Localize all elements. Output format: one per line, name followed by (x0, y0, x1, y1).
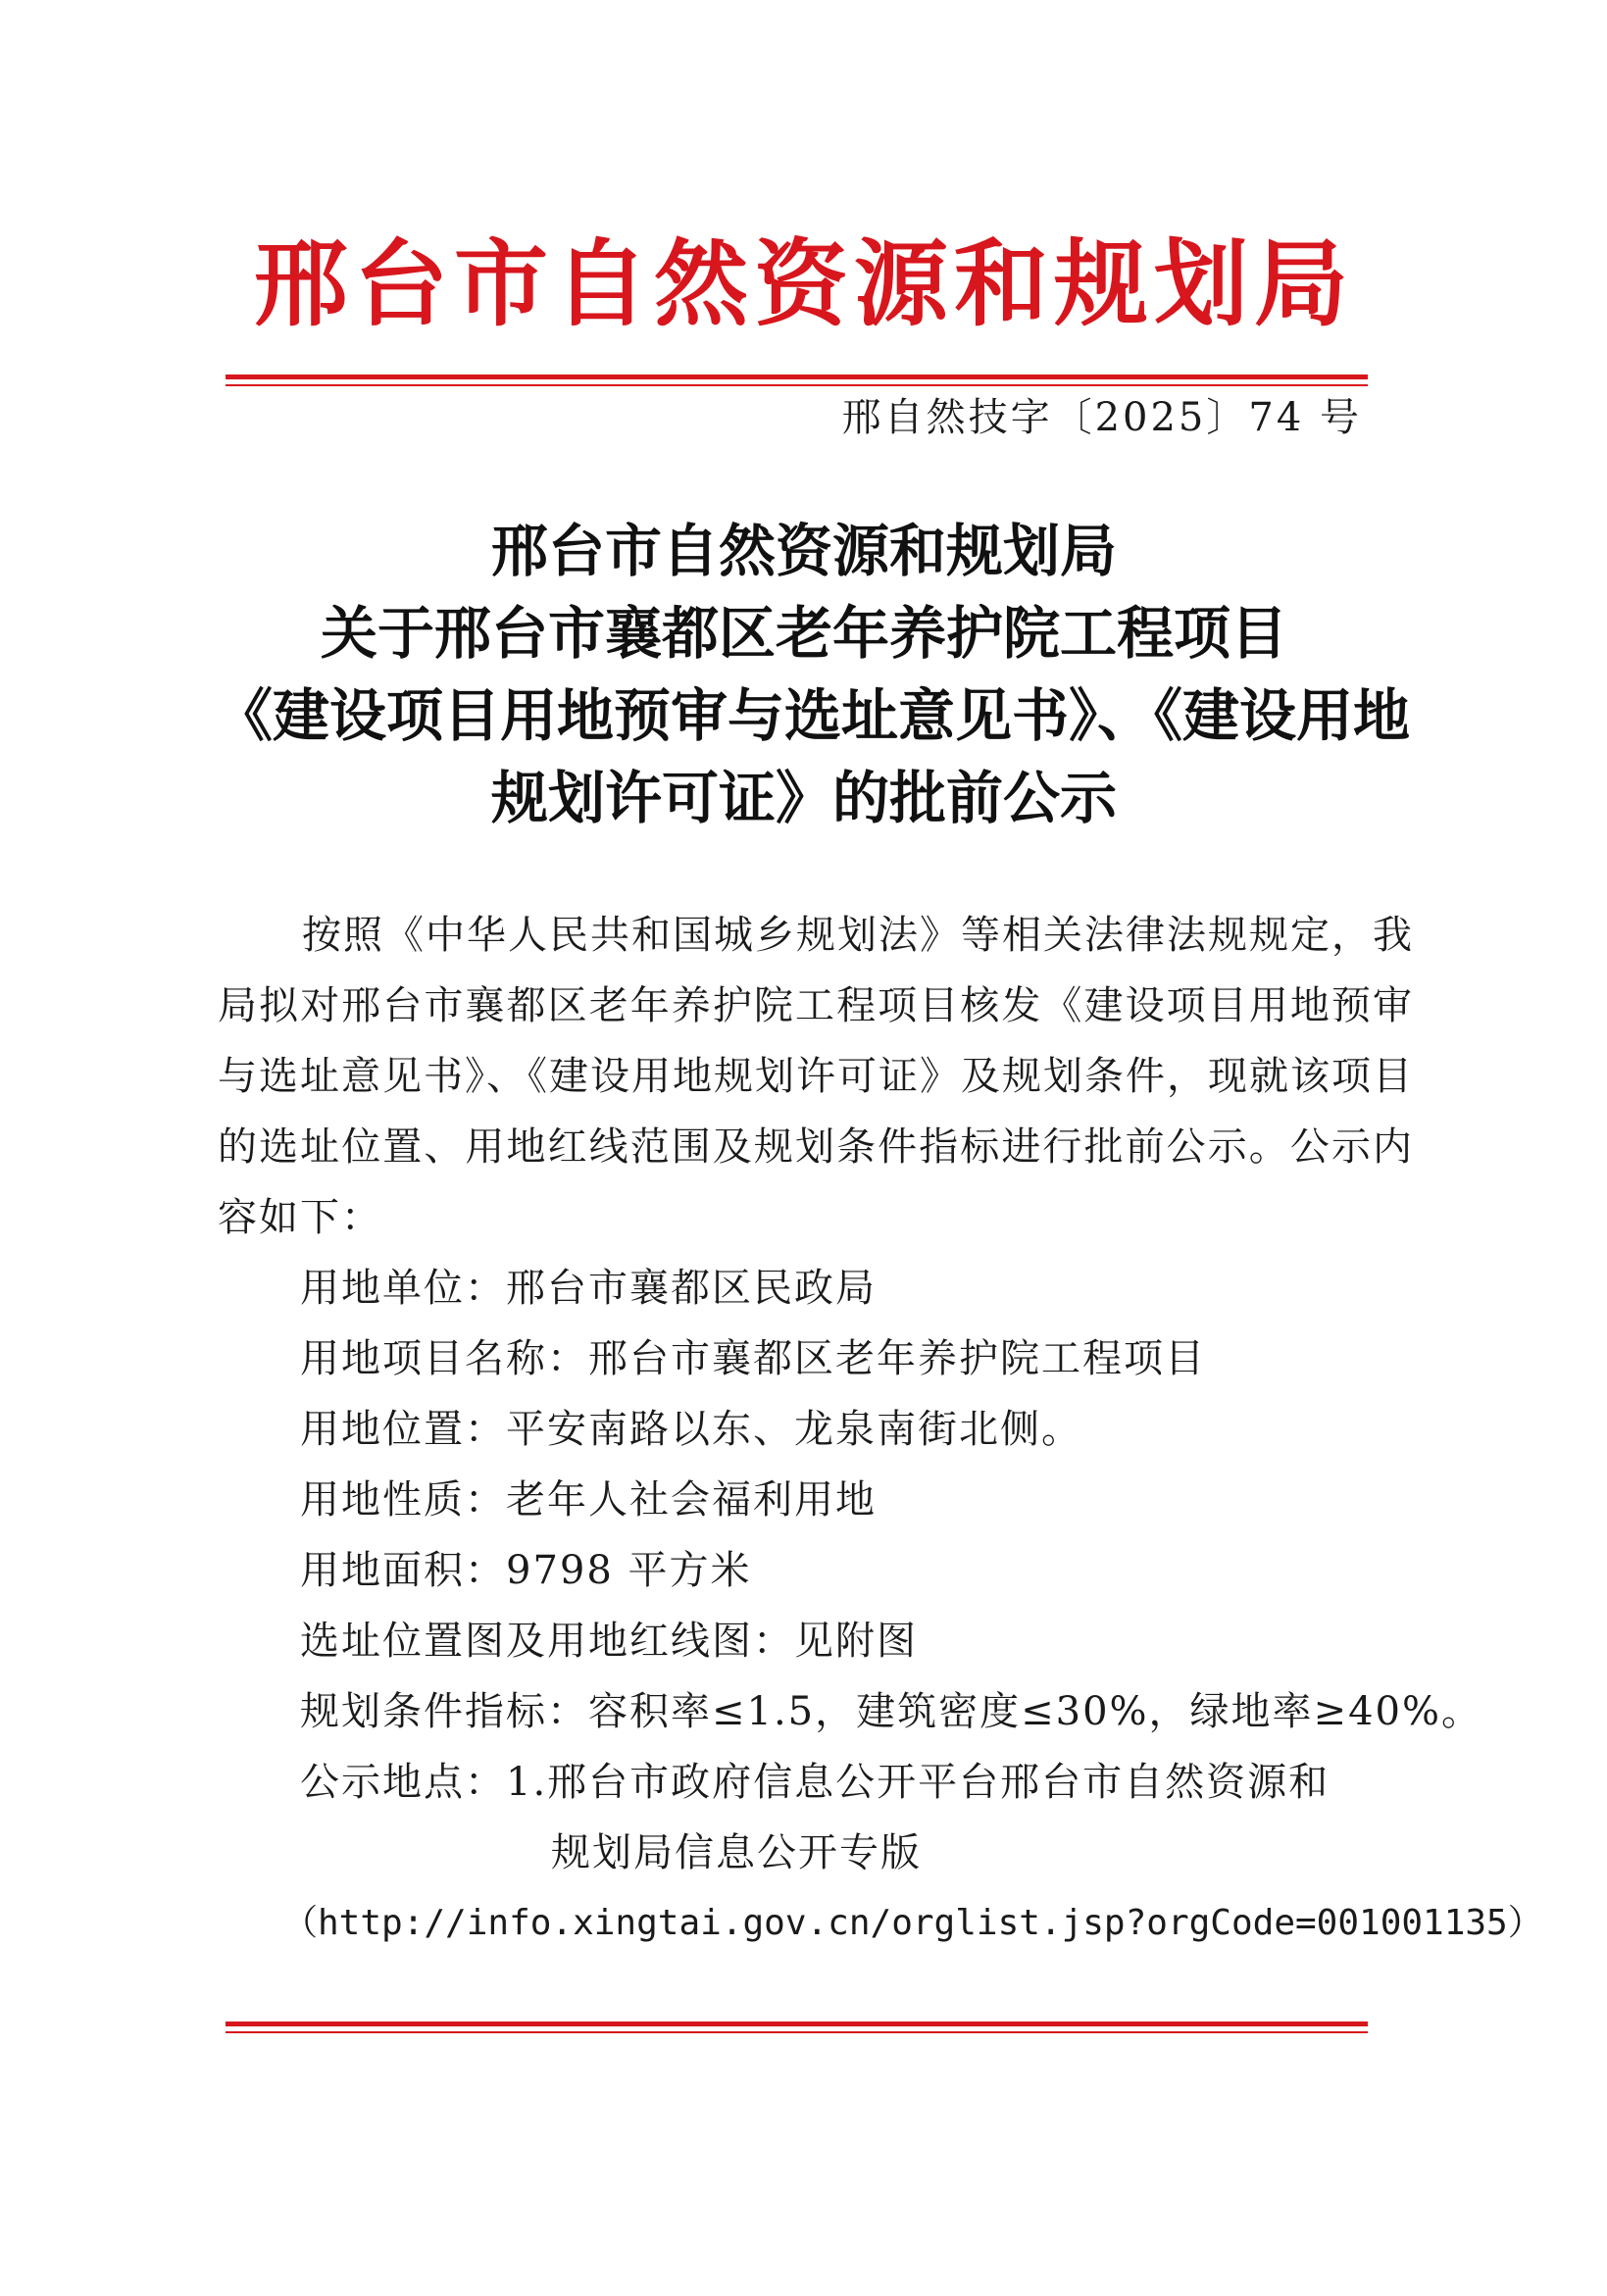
item-label: 公示地点： (300, 1760, 506, 1805)
item-value: 老年人社会福利用地 (506, 1477, 877, 1522)
item-planning-indicators (218, 1676, 1482, 1747)
item-land-area (218, 1535, 1414, 1606)
item-label: 用地性质： (300, 1477, 506, 1522)
item-value: 邢台市襄都区老年养护院工程项目 (588, 1336, 1206, 1381)
publicity-url: （http://info.xingtai.gov.cn/orglist.jsp?orgCode=001001135） (282, 1903, 1543, 1943)
item-value: 邢台市襄都区民政局 (506, 1266, 877, 1311)
item-value: 见附图 (794, 1619, 918, 1664)
red-rule-thin (226, 384, 1368, 386)
masthead-red-rule (226, 374, 1368, 386)
item-value: 1.邢台市政府信息公开平台邢台市自然资源和 (506, 1760, 1331, 1805)
document-body (218, 900, 1543, 1959)
document-title (216, 510, 1411, 839)
item-land-location (218, 1394, 1414, 1465)
item-label: 用地位置： (300, 1407, 506, 1452)
item-land-nature (218, 1465, 1414, 1535)
item-value: 平安南路以东、龙泉南街北侧。 (506, 1407, 1082, 1452)
item-label: 规划条件指标： (300, 1689, 588, 1734)
footer-red-rule (226, 2021, 1368, 2033)
masthead-org-name: 邢台市自然资源和规划局 (254, 229, 1354, 339)
item-publicity-location (218, 1747, 1414, 1818)
item-label: 选址位置图及用地红线图： (300, 1619, 794, 1664)
document-number: 邢自然技字〔2025〕74 号 (841, 395, 1362, 440)
publicity-location-continuation: 规划局信息公开专版 (551, 1830, 922, 1875)
item-value: 9798 平方米 (506, 1548, 752, 1593)
intro-paragraph: 按照《中华人民共和国城乡规划法》等相关法律法规规定，我局拟对邢台市襄都区老年养护院工程项目核发《建设项目用地预审与选址意见书》、《建设用地规划许可证》及规划条件，现就该项目的选址位置、用地红线范围及规划条件指标进行批前公示。公示内容如下： (218, 913, 1414, 1240)
item-project-name (218, 1323, 1414, 1394)
title-line: 关于邢台市襄都区老年养护院工程项目 (320, 600, 1287, 667)
item-label: 用地单位： (300, 1266, 506, 1311)
red-rule-thin (226, 2031, 1368, 2033)
title-line: 邢台市自然资源和规划局 (490, 518, 1117, 584)
red-rule-thick (226, 2021, 1368, 2026)
item-value: 容积率≤1.5，建筑密度≤30%，绿地率≥40%。 (588, 1689, 1482, 1734)
item-label: 用地项目名称： (300, 1336, 588, 1381)
red-rule-thick (226, 374, 1368, 379)
title-line: 《建设项目用地预审与选址意见书》、《建设用地 (216, 682, 1411, 749)
item-land-unit (218, 1253, 1414, 1323)
item-site-maps (218, 1606, 1414, 1676)
title-line: 规划许可证》的批前公示 (490, 765, 1117, 831)
item-label: 用地面积： (300, 1548, 506, 1593)
